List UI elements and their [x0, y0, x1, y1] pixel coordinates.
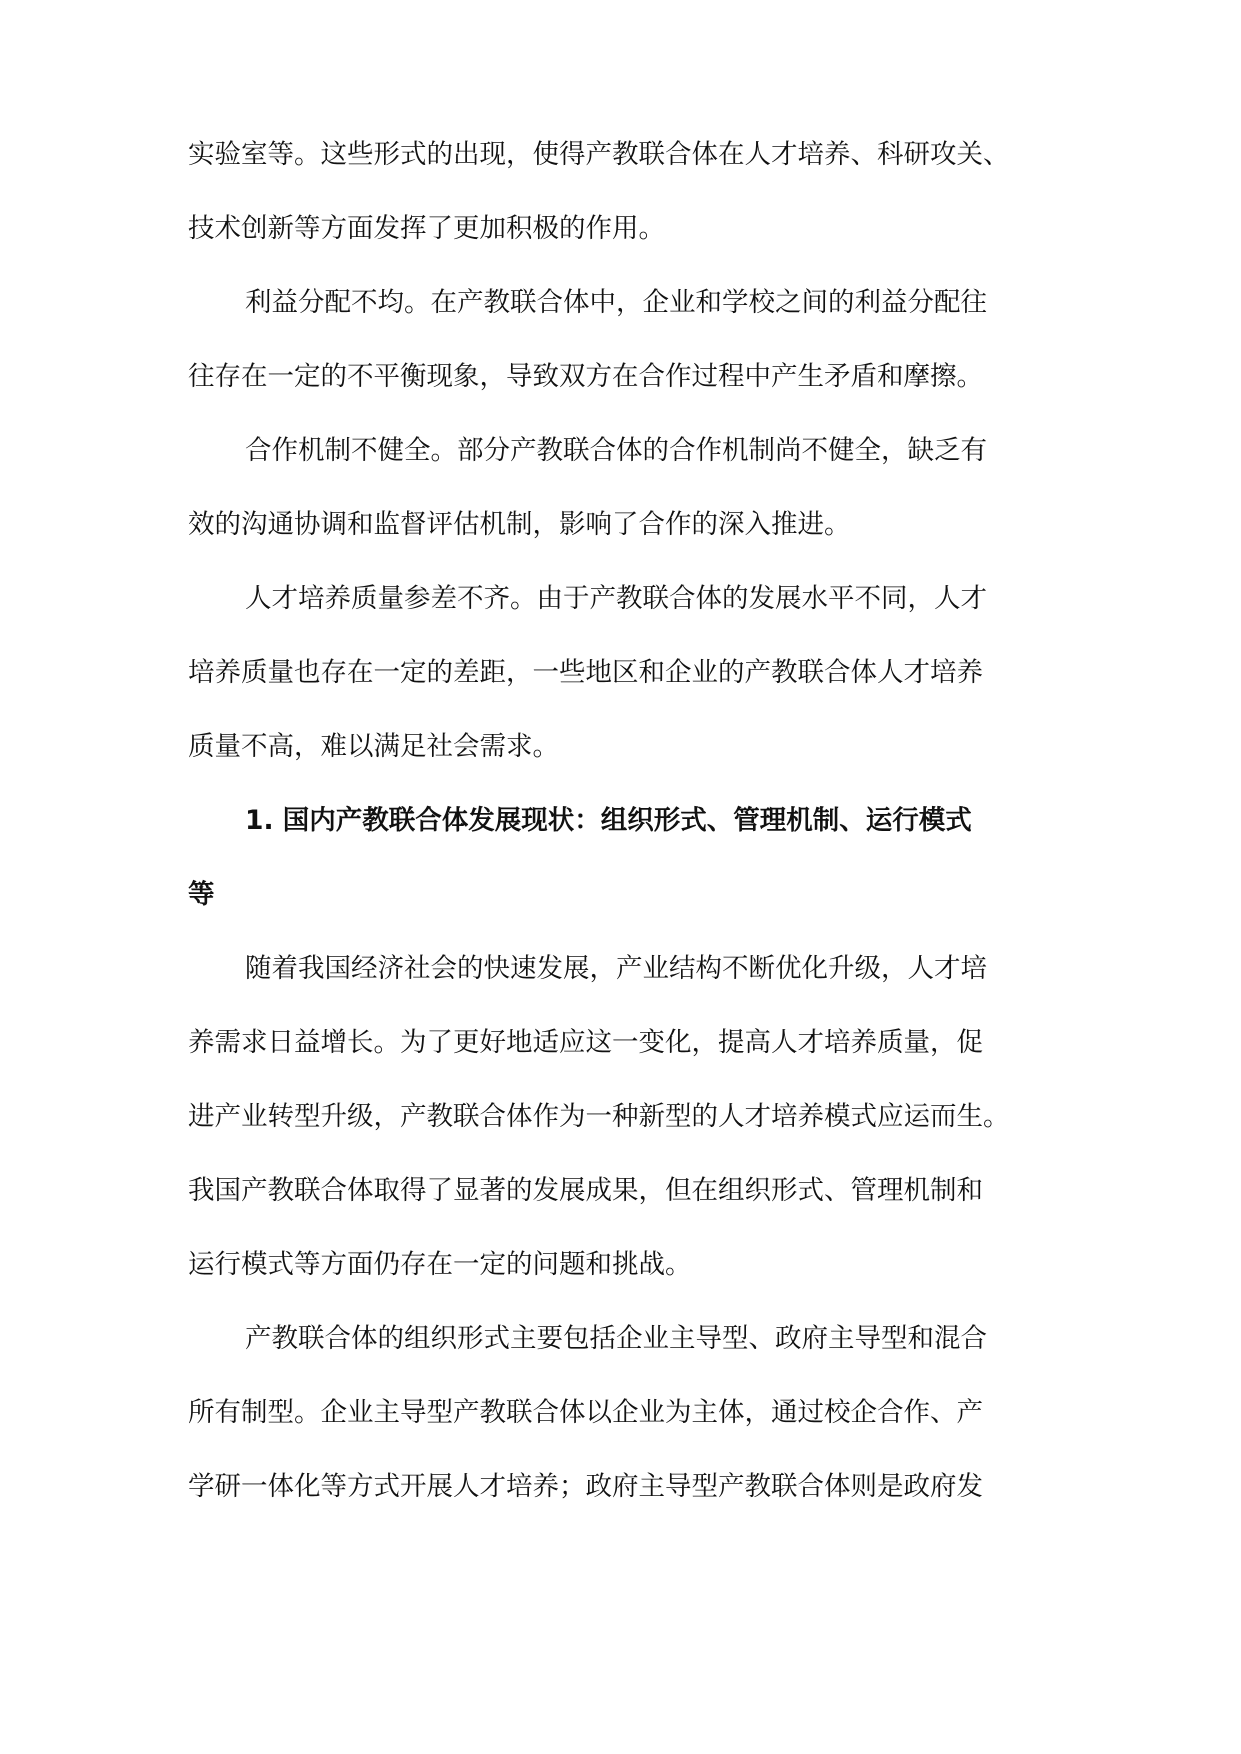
text-line: 随着我国经济社会的快速发展，产业结构不断优化升级，人才培 [245, 953, 987, 984]
text-line: 运行模式等方面仍存在一定的问题和挑战。 [188, 1249, 692, 1280]
paragraph-talent-quality [188, 562, 1052, 784]
text-line: 所有制型。企业主导型产教联合体以企业为主体，通过校企合作、产 [188, 1397, 983, 1428]
text-line: 质量不高，难以满足社会需求。 [188, 731, 559, 762]
text-line: 养需求日益增长。为了更好地适应这一变化，提高人才培养质量，促 [188, 1027, 983, 1058]
text-line: 学研一体化等方式开展人才培养；政府主导型产教联合体则是政府发 [188, 1471, 983, 1502]
text-line: 培养质量也存在一定的差距，一些地区和企业的产教联合体人才培养 [188, 657, 983, 688]
section-heading [188, 784, 1052, 932]
paragraph-interest-distribution [188, 266, 1052, 414]
text-line: 进产业转型升级，产教联合体作为一种新型的人才培养模式应运而生。 [188, 1101, 1010, 1132]
text-line: 往存在一定的不平衡现象，导致双方在合作过程中产生矛盾和摩擦。 [188, 361, 983, 392]
text-line: 利益分配不均。在产教联合体中，企业和学校之间的利益分配往 [245, 287, 987, 318]
heading-line: 等 [188, 879, 215, 910]
paragraph-organization-forms [188, 1302, 1052, 1524]
text-line: 效的沟通协调和监督评估机制，影响了合作的深入推进。 [188, 509, 851, 540]
paragraph-continuation [188, 118, 1052, 266]
paragraph-cooperation-mechanism [188, 414, 1052, 562]
text-line: 技术创新等方面发挥了更加积极的作用。 [188, 213, 665, 244]
paragraph-development [188, 932, 1052, 1302]
text-line: 产教联合体的组织形式主要包括企业主导型、政府主导型和混合 [245, 1323, 987, 1354]
text-line: 人才培养质量参差不齐。由于产教联合体的发展水平不同，人才 [245, 583, 987, 614]
text-line: 合作机制不健全。部分产教联合体的合作机制尚不健全，缺乏有 [245, 435, 987, 466]
text-line: 我国产教联合体取得了显著的发展成果，但在组织形式、管理机制和 [188, 1175, 983, 1206]
text-line: 实验室等。这些形式的出现，使得产教联合体在人才培养、科研攻关、 [188, 139, 1010, 170]
heading-line: 1. 国内产教联合体发展现状：组织形式、管理机制、运行模式 [245, 805, 972, 836]
